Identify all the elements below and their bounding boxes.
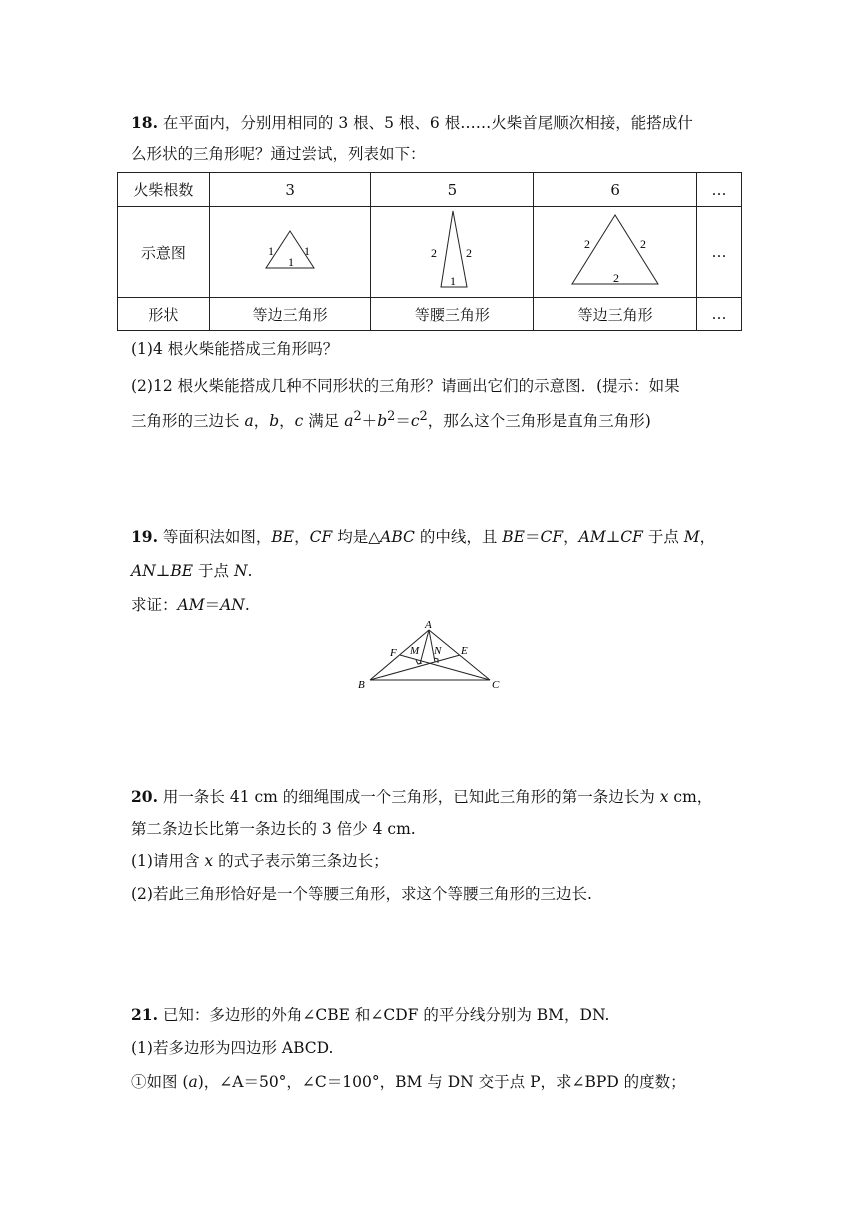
q20-text-a: 用一条长 41 cm 的细绳围成一个三角形，已知此三角形的第一条边长为: [162, 788, 660, 806]
header-cell: 火柴根数: [118, 173, 210, 207]
sketch-cell: [371, 207, 534, 298]
q19-number: 19.: [131, 527, 158, 546]
q18-sub2b-a: 三角形的三边长: [131, 412, 245, 431]
q18-text2: 么形状的三角形呢？通过尝试，列表如下：: [131, 145, 426, 163]
q19-text-e: 于点: [198, 562, 230, 580]
q18-line1: [131, 112, 693, 134]
q18-number: 18.: [131, 113, 158, 132]
ellipsis-cell: …: [697, 207, 742, 298]
q20-line2: [131, 818, 416, 840]
side-label: 2: [584, 237, 591, 251]
q21-sub1a: ①如图 (a)，∠A＝50°，∠C＝100°，BM 与 DN 交于点 P，求∠BPD 的度数；: [131, 1073, 686, 1091]
matches-table: [117, 172, 742, 331]
q19-text-d: 于点: [647, 528, 684, 546]
q19-text-c: 的中线，且: [419, 528, 503, 546]
q21-sub1-text: (1)若多边形为四边形 ABCD.: [131, 1039, 334, 1057]
table-row-shapes: [118, 298, 742, 331]
header-cell: 3: [209, 173, 371, 207]
q18-sub2: [131, 375, 680, 397]
q18-sub1: [131, 338, 338, 360]
row-label: 形状: [118, 298, 210, 331]
shape-cell: 等腰三角形: [371, 298, 534, 331]
shape-cell: …: [697, 298, 742, 331]
q21-sub1a-b: )，∠A＝50°，∠C＝100°，BM 与 DN 交于点 P，求∠BPD 的度数；: [197, 1073, 686, 1091]
label-c: C: [492, 679, 500, 691]
q18-sub2b-b: 满足: [303, 412, 345, 431]
q20-sub2: [131, 883, 592, 905]
q21-number: 21.: [131, 1005, 158, 1024]
shape-cell: 等边三角形: [534, 298, 697, 331]
q20-number: 20.: [131, 787, 158, 806]
q19-text-a: 等面积法如图，: [162, 528, 272, 546]
q19-text-b: 均是△: [337, 528, 381, 546]
isosceles-triangle-tall: [417, 207, 487, 293]
side-label: 2: [431, 246, 438, 260]
table-row-counts: [118, 173, 742, 207]
side-label: 1: [304, 244, 311, 258]
q20-text-c: 第二条边长比第一条边长的 3 倍少 4 cm.: [131, 820, 416, 838]
side-label: 2: [613, 271, 620, 285]
q21-sub1a-a: ①如图 (: [131, 1073, 189, 1091]
label-m: M: [410, 645, 420, 657]
equilateral-triangle-small: [260, 225, 320, 275]
q20-text-b: cm，: [668, 788, 713, 806]
q20-line1: 20. 用一条长 41 cm 的细绳围成一个三角形，已知此三角形的第一条边长为 x cm，: [131, 787, 713, 806]
label-a: A: [425, 619, 432, 631]
q21-text: 已知：多边形的外角∠CBE 和∠CDF 的平分线分别为 BM，DN.: [162, 1006, 610, 1024]
q18-line2: [131, 143, 426, 165]
q21-sub1: [131, 1037, 333, 1059]
q20-sub2-text: (2)若此三角形恰好是一个等腰三角形，求这个等腰三角形的三边长.: [131, 885, 592, 903]
side-label: 1: [450, 274, 457, 288]
q18-sub2b-c: ，那么这个三角形是直角三角形): [427, 412, 651, 431]
sketch-cell: [209, 207, 371, 298]
q20-sub1-a: (1)请用含: [131, 852, 205, 870]
label-f: F: [390, 647, 397, 659]
q21-line1: [131, 1004, 609, 1026]
triangle-abc-figure: [350, 618, 510, 694]
header-cell: 6: [534, 173, 697, 207]
label-e: E: [461, 645, 468, 657]
side-label: 1: [268, 244, 275, 258]
shape-cell: 等边三角形: [209, 298, 371, 331]
q19-line2: AN⊥BE 于点 N.: [131, 562, 253, 580]
q19-prove: 求证：AM＝AN.: [131, 596, 250, 614]
q18-text1: 在平面内，分别用相同的 3 根、5 根、6 根……火柴首尾顺次相接，能搭成什: [162, 114, 693, 132]
side-label: 2: [640, 237, 647, 251]
table-row-sketches: [118, 207, 742, 298]
side-label: 1: [288, 255, 295, 269]
q18-sub2-text: (2)12 根火柴能搭成几种不同形状的三角形？请画出它们的示意图．(提示：如果: [131, 377, 680, 395]
q19-line1: 19. 等面积法如图，BE，CF 均是△ABC 的中线，且 BE＝CF，AM⊥CF 于点 M，: [131, 527, 716, 546]
q20-sub1: (1)请用含 x 的式子表示第三条边长；: [131, 852, 389, 870]
label-b: B: [358, 679, 365, 691]
row-label: 示意图: [118, 207, 210, 298]
q19-prove-label: 求证：: [131, 596, 178, 614]
header-cell: 5: [371, 173, 534, 207]
side-label: 2: [466, 246, 473, 260]
equilateral-triangle-large: [560, 210, 670, 290]
q18-sub2-cont: 三角形的三边长 a，b，c 满足 $a^2+b^2=c^2$，那么这个三角形是直角三角形): [131, 409, 651, 431]
q18-sub1-text: (1)4 根火柴能搭成三角形吗？: [131, 340, 339, 358]
label-n: N: [434, 645, 442, 657]
q20-sub1-b: 的式子表示第三条边长；: [213, 852, 389, 870]
header-cell: …: [697, 173, 742, 207]
sketch-cell: [534, 207, 697, 298]
